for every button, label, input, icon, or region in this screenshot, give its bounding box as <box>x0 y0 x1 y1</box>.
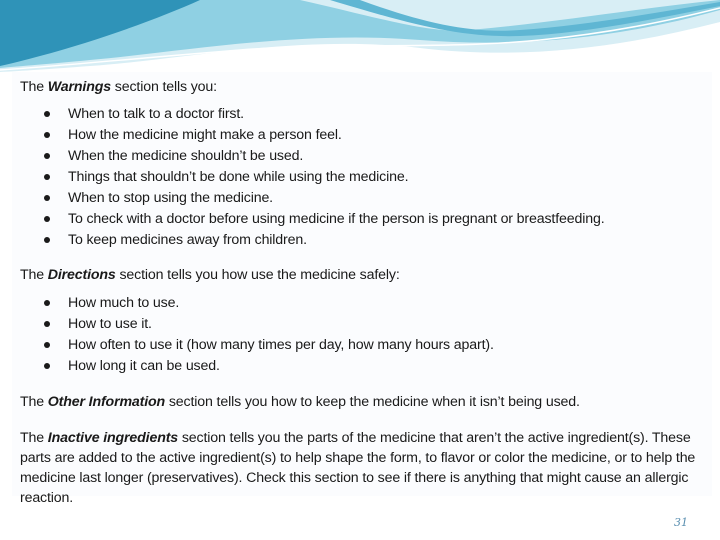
list-item-text: How the medicine might make a person feel. <box>68 127 342 143</box>
warnings-intro-suffix: section tells you: <box>110 79 217 95</box>
directions-emphasis: Directions <box>47 267 116 283</box>
bullet-icon <box>44 111 50 117</box>
other-information-paragraph <box>20 392 580 412</box>
list-item-text: How long it can be used. <box>68 358 220 374</box>
list-item <box>42 230 605 251</box>
list-item-text: How to use it. <box>68 316 152 332</box>
list-item <box>42 104 605 125</box>
list-item-text: To keep medicines away from children. <box>68 232 307 248</box>
other-information-prefix: The <box>20 394 48 410</box>
header-wave-decoration <box>0 0 720 80</box>
directions-intro-prefix: The <box>20 267 48 283</box>
list-item <box>42 335 494 356</box>
list-item <box>42 188 605 209</box>
list-item <box>42 167 605 188</box>
bullet-icon <box>44 216 50 222</box>
bullet-icon <box>44 342 50 348</box>
bullet-icon <box>44 237 50 243</box>
list-item <box>42 125 605 146</box>
list-item <box>42 356 494 377</box>
bullet-icon <box>44 153 50 159</box>
directions-intro <box>20 265 400 285</box>
bullet-icon <box>44 321 50 327</box>
list-item <box>42 209 605 230</box>
inactive-ingredients-suffix: section tells you the parts of the medicine that aren’t the active ingredient(s). These parts are added to the active ingredient(s) to help shape the form, to flavor or color the medicine, or to help the medicine last longer (preservatives). Check this section to see if there is anything that might cause an allergic reaction. <box>20 430 696 506</box>
page-number: 31 <box>674 516 688 529</box>
warnings-emphasis: Warnings <box>47 79 111 95</box>
inactive-ingredients-prefix: The <box>20 430 48 446</box>
directions-list <box>42 293 494 377</box>
bullet-icon <box>44 300 50 306</box>
bullet-icon <box>44 195 50 201</box>
bullet-icon <box>44 132 50 138</box>
list-item <box>42 146 605 167</box>
bullet-icon <box>44 174 50 180</box>
bullet-icon <box>44 363 50 369</box>
list-item-text: How much to use. <box>68 295 180 311</box>
list-item-text: Things that shouldn’t be done while using the medicine. <box>68 169 409 185</box>
warnings-intro-prefix: The <box>20 79 48 95</box>
inactive-ingredients-paragraph <box>20 428 710 508</box>
list-item-text: When to talk to a doctor first. <box>68 106 244 122</box>
list-item-text: When to stop using the medicine. <box>68 190 273 206</box>
list-item-text: When the medicine shouldn’t be used. <box>68 148 304 164</box>
warnings-list <box>42 104 605 251</box>
warnings-intro <box>20 77 217 97</box>
inactive-ingredients-emphasis: Inactive ingredients <box>47 430 179 446</box>
directions-intro-suffix: section tells you how use the medicine safely: <box>115 267 400 283</box>
list-item <box>42 293 494 314</box>
list-item-text: How often to use it (how many times per day, how many hours apart). <box>68 337 494 353</box>
other-information-emphasis: Other Information <box>47 394 166 410</box>
list-item <box>42 314 494 335</box>
list-item-text: To check with a doctor before using medicine if the person is pregnant or breastfeeding. <box>68 211 605 227</box>
other-information-suffix: section tells you how to keep the medicine when it isn’t being used. <box>165 394 580 410</box>
